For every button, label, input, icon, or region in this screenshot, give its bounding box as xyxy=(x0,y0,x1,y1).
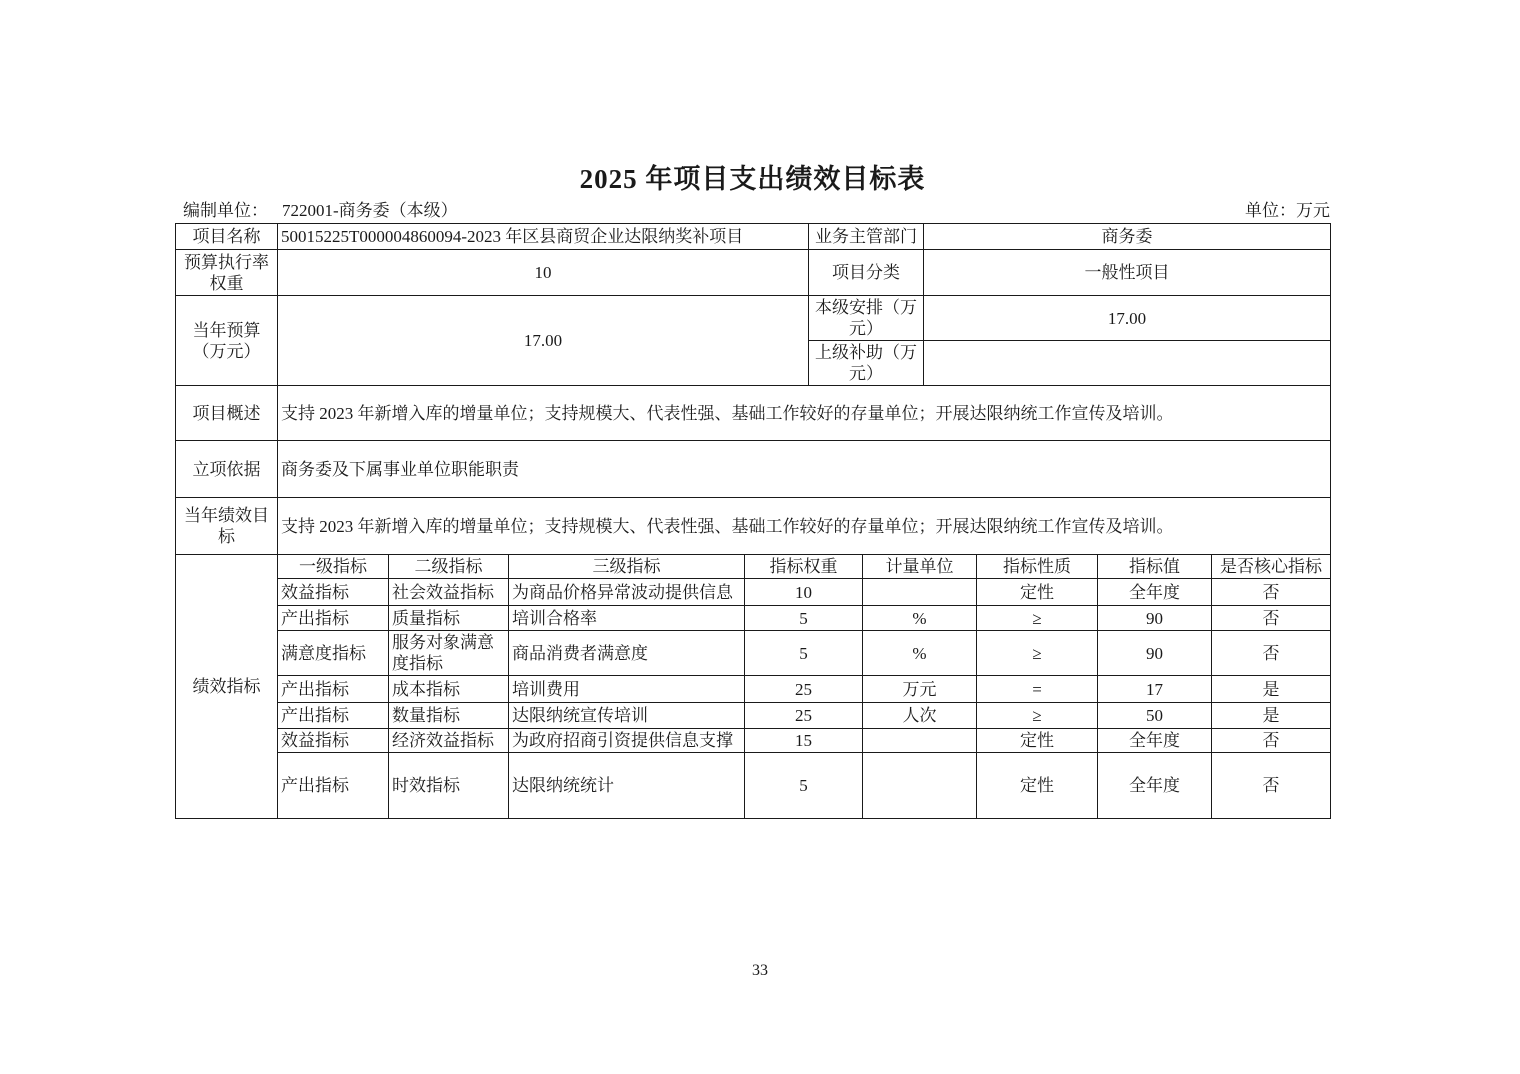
indicator-nature: 定性 xyxy=(977,579,1098,606)
prepared-by-value: 722001-商务委（本级） xyxy=(282,201,458,220)
indicator-level3: 培训合格率 xyxy=(509,606,745,631)
indicator-row xyxy=(176,631,1331,676)
indicator-level2: 质量指标 xyxy=(389,606,509,631)
indicator-level2: 数量指标 xyxy=(389,703,509,729)
indicator-level1: 效益指标 xyxy=(278,729,389,753)
indicator-unit xyxy=(863,579,977,606)
overview-row xyxy=(176,386,1331,441)
indicator-unit: % xyxy=(863,606,977,631)
indicator-level3: 为商品价格异常波动提供信息 xyxy=(509,579,745,606)
header-level2: 二级指标 xyxy=(389,555,509,579)
basis-row xyxy=(176,441,1331,498)
indicator-weight: 25 xyxy=(745,703,863,729)
indicator-value: 全年度 xyxy=(1098,579,1212,606)
indicator-level3: 达限纳统宣传培训 xyxy=(509,703,745,729)
indicator-level1: 效益指标 xyxy=(278,579,389,606)
indicator-level3: 商品消费者满意度 xyxy=(509,631,745,676)
meta-row xyxy=(175,201,1330,221)
indicator-level2: 社会效益指标 xyxy=(389,579,509,606)
indicator-core: 是 xyxy=(1212,703,1331,729)
indicator-level1: 产出指标 xyxy=(278,703,389,729)
overview-label: 项目概述 xyxy=(176,386,278,441)
budget-value: 17.00 xyxy=(278,296,809,386)
header-unit: 计量单位 xyxy=(863,555,977,579)
indicators-group-label: 绩效指标 xyxy=(176,555,278,819)
basis-value: 商务委及下属事业单位职能职责 xyxy=(278,441,1331,498)
superior-subsidy-label: 上级补助（万元） xyxy=(809,341,924,386)
indicator-row xyxy=(176,753,1331,819)
exec-rate-label: 预算执行率权重 xyxy=(176,250,278,296)
indicator-value: 90 xyxy=(1098,606,1212,631)
annual-goal-value: 支持 2023 年新增入库的增量单位；支持规模大、代表性强、基础工作较好的存量单位；开展达限纳统工作宣传及培训。 xyxy=(278,498,1331,555)
indicator-unit: % xyxy=(863,631,977,676)
indicator-level2: 成本指标 xyxy=(389,676,509,703)
indicator-value: 50 xyxy=(1098,703,1212,729)
overview-value: 支持 2023 年新增入库的增量单位；支持规模大、代表性强、基础工作较好的存量单位；开展达限纳统工作宣传及培训。 xyxy=(278,386,1331,441)
unit-label: 单位：万元 xyxy=(1245,201,1330,220)
basis-label: 立项依据 xyxy=(176,441,278,498)
prepared-by xyxy=(175,201,458,221)
indicator-unit: 万元 xyxy=(863,676,977,703)
dept-label: 业务主管部门 xyxy=(809,224,924,250)
indicator-row xyxy=(176,676,1331,703)
indicator-weight: 5 xyxy=(745,631,863,676)
indicator-core: 否 xyxy=(1212,753,1331,819)
annual-goal-label: 当年绩效目标 xyxy=(176,498,278,555)
project-name-label: 项目名称 xyxy=(176,224,278,250)
local-arrangement-value: 17.00 xyxy=(924,296,1331,341)
indicator-level3: 培训费用 xyxy=(509,676,745,703)
prepared-by-label: 编制单位： xyxy=(183,201,268,220)
indicator-core: 是 xyxy=(1212,676,1331,703)
indicator-core: 否 xyxy=(1212,729,1331,753)
indicator-unit xyxy=(863,753,977,819)
indicator-weight: 10 xyxy=(745,579,863,606)
indicator-core: 否 xyxy=(1212,606,1331,631)
indicator-nature: 定性 xyxy=(977,753,1098,819)
indicator-unit: 人次 xyxy=(863,703,977,729)
project-name-value: 50015225T000004860094-2023 年区县商贸企业达限纳奖补项目 xyxy=(278,224,809,250)
budget-label: 当年预算（万元） xyxy=(176,296,278,386)
indicator-weight: 5 xyxy=(745,606,863,631)
exec-rate-value: 10 xyxy=(278,250,809,296)
indicator-value: 17 xyxy=(1098,676,1212,703)
indicator-value: 全年度 xyxy=(1098,753,1212,819)
dept-value: 商务委 xyxy=(924,224,1331,250)
indicator-row xyxy=(176,703,1331,729)
indicator-level1: 产出指标 xyxy=(278,606,389,631)
indicator-weight: 15 xyxy=(745,729,863,753)
indicator-nature: 定性 xyxy=(977,729,1098,753)
annual-goal-row xyxy=(176,498,1331,555)
indicator-value: 全年度 xyxy=(1098,729,1212,753)
indicator-level1: 产出指标 xyxy=(278,676,389,703)
indicator-level2: 经济效益指标 xyxy=(389,729,509,753)
budget-row xyxy=(176,296,1331,341)
category-label: 项目分类 xyxy=(809,250,924,296)
indicator-weight: 5 xyxy=(745,753,863,819)
header-weight: 指标权重 xyxy=(745,555,863,579)
local-arrangement-label: 本级安排（万元） xyxy=(809,296,924,341)
indicator-weight: 25 xyxy=(745,676,863,703)
indicator-value: 90 xyxy=(1098,631,1212,676)
project-name-row xyxy=(176,224,1331,250)
header-level3: 三级指标 xyxy=(509,555,745,579)
document-page xyxy=(175,164,1330,819)
indicators-table xyxy=(175,554,1331,819)
indicator-row xyxy=(176,579,1331,606)
project-info-table xyxy=(175,223,1331,555)
indicator-nature: ≥ xyxy=(977,631,1098,676)
header-level1: 一级指标 xyxy=(278,555,389,579)
indicator-nature: ≥ xyxy=(977,606,1098,631)
indicator-core: 否 xyxy=(1212,631,1331,676)
category-value: 一般性项目 xyxy=(924,250,1331,296)
header-value: 指标值 xyxy=(1098,555,1212,579)
superior-subsidy-value xyxy=(924,341,1331,386)
header-core: 是否核心指标 xyxy=(1212,555,1331,579)
indicator-level3: 为政府招商引资提供信息支撑 xyxy=(509,729,745,753)
indicator-row xyxy=(176,729,1331,753)
indicator-level2: 服务对象满意度指标 xyxy=(389,631,509,676)
page-number: 33 xyxy=(752,962,768,979)
header-nature: 指标性质 xyxy=(977,555,1098,579)
indicator-level1: 产出指标 xyxy=(278,753,389,819)
exec-rate-row xyxy=(176,250,1331,296)
indicator-level2: 时效指标 xyxy=(389,753,509,819)
indicator-level3: 达限纳统统计 xyxy=(509,753,745,819)
indicator-row xyxy=(176,606,1331,631)
indicator-core: 否 xyxy=(1212,579,1331,606)
indicator-nature: = xyxy=(977,676,1098,703)
indicator-level1: 满意度指标 xyxy=(278,631,389,676)
indicators-header-row xyxy=(176,555,1331,579)
indicator-unit xyxy=(863,729,977,753)
page-title: 2025 年项目支出绩效目标表 xyxy=(579,164,926,194)
indicator-nature: ≥ xyxy=(977,703,1098,729)
